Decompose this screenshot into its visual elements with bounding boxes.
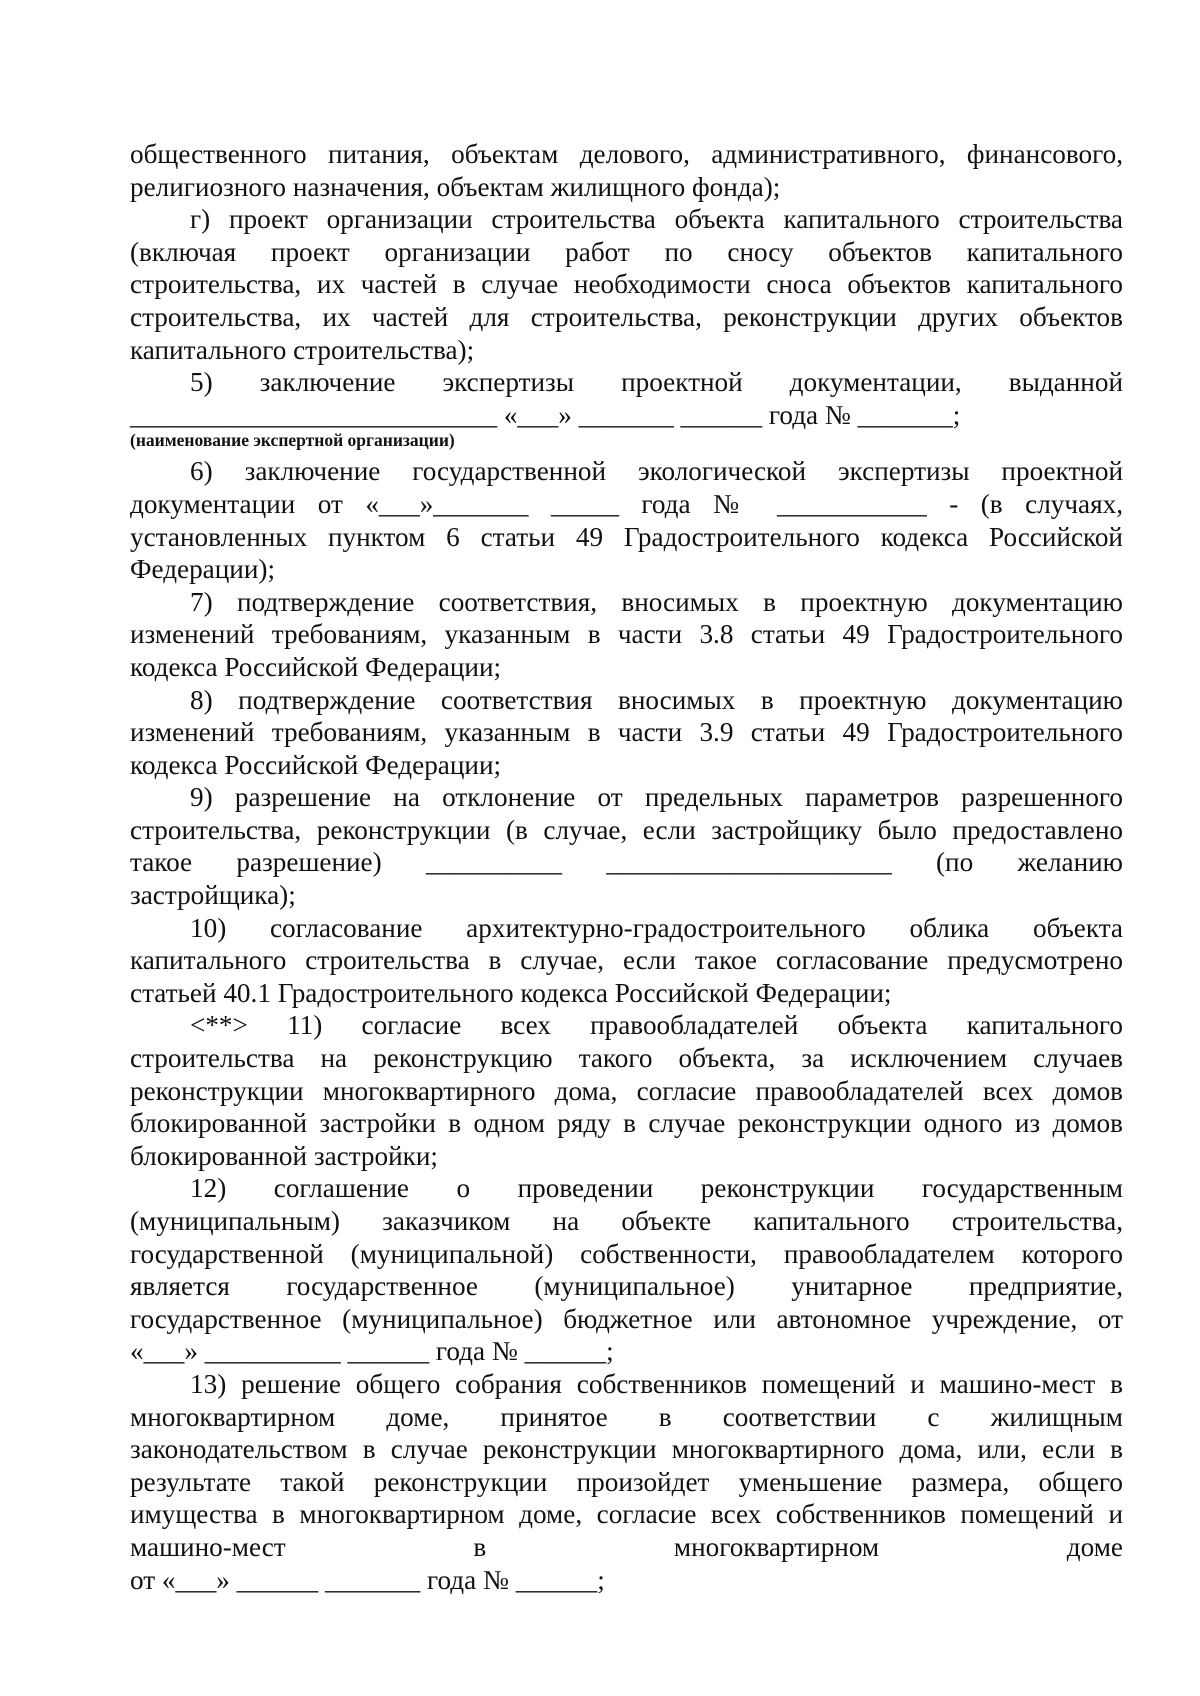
text-line: «___» __________ ______ года № ______; [130,1336,614,1367]
text-line: 8) подтверждение соответствия вносимых в проектную документацию [190,684,1123,715]
text-line: от «___» ______ _______ года № ______; [130,1564,605,1595]
text-line: кодекса Российской Федерации; [130,651,502,682]
text-line: строительства, их частей для строительства, реконструкции других объектов [130,301,1123,332]
text-line: кодекса Российской Федерации; [130,749,502,780]
text-line: капитального строительства); [130,334,475,365]
paragraph-item-13 [130,1368,1123,1596]
text-line: документации от «___»_______ _____ года № ___________ - (в случаях, [130,488,1123,519]
paragraph-item-9 [130,781,1123,911]
document-page [130,138,1123,1596]
text-line: 13) решение общего собрания собственников помещений и машино-мест в [190,1368,1123,1399]
text-line: строительства, их частей в случае необходимости сноса объектов капитального [130,269,1123,300]
text-line: капитального строительства в случае, если такое согласование предусмотрено [130,945,1123,976]
text-line: имущества в многоквартирном доме, согласие всех собственников помещений и [130,1499,1123,1530]
paragraph-item-11 [130,1009,1123,1172]
text-line: 6) заключение государственной экологической экспертизы проектной [190,456,1123,487]
text-line: законодательством в случае реконструкции многоквартирного дома, или, если в [130,1434,1123,1465]
text-line: государственное (муниципальное) бюджетное или автономное учреждение, от [130,1303,1123,1334]
paragraph-item-7 [130,586,1123,684]
text-line: 10) согласование архитектурно-градостроительного облика объекта [190,912,1123,943]
text-line: такое разрешение) __________ _____________________ (по желанию [130,847,1123,878]
text-line: (включая проект организации работ по сносу объектов капитального [130,236,1123,267]
text-line: блокированной застройки в одном ряду в случае реконструкции одного из домов [130,1108,1123,1139]
text-line: г) проект организации строительства объекта капитального строительства [190,204,1123,235]
text-line: 7) подтверждение соответствия, вносимых в проектную документацию [190,586,1123,617]
text-line: 9) разрешение на отклонение от предельных параметров разрешенного [190,782,1123,813]
text-line: изменений требованиям, указанным в части 3.8 статьи 49 Градостроительного [130,619,1123,650]
text-line: является государственное (муниципальное) унитарное предприятие, [130,1271,1123,1302]
text-line: реконструкции многоквартирного дома, согласие правообладателей всех домов [130,1075,1123,1106]
text-line: религиозного назначения, объектам жилищного фонда); [130,171,781,202]
paragraph-continuation [130,138,1123,203]
paragraph-item-8 [130,684,1123,782]
text-line: строительства на реконструкцию такого объекта, за исключением случаев [130,1043,1123,1074]
text-line: статьей 40.1 Градостроительного кодекса Российской Федерации; [130,977,892,1008]
text-line: блокированной застройки; [130,1140,438,1171]
text-line: 5) заключение экспертизы проектной документации, выданной [190,367,1123,398]
paragraph-item-10 [130,912,1123,1010]
text-line: многоквартирном доме, принятое в соответствии с жилищным [130,1401,1123,1432]
text-line: машино-мест в многоквартирном доме [130,1531,1123,1562]
text-line: строительства, реконструкции (в случае, если застройщику было предоставлено [130,814,1123,845]
caption-expert-organization: (наименование экспертной организации) [130,430,455,451]
text-line: общественного питания, объектам делового, административного, финансового, [130,139,1123,169]
text-line: застройщика); [130,880,296,911]
paragraph-item-g [130,203,1123,366]
text-line: установленных пунктом 6 статьи 49 Градостроительного кодекса Российской [130,521,1123,552]
text-line: <**> 11) согласие всех правообладателей объекта капитального [190,1010,1123,1041]
paragraph-item-6 [130,455,1123,585]
paragraph-item-12 [130,1172,1123,1368]
text-line: изменений требованиям, указанным в части 3.9 статьи 49 Градостроительного [130,717,1123,748]
paragraph-item-5 [130,366,1123,450]
text-line: 12) соглашение о проведении реконструкции государственным [190,1173,1123,1204]
text-line: ___________________________ «___» _______ ______ года № _______; [130,399,961,430]
text-line: государственной (муниципальной) собственности, правообладателем которого [130,1238,1123,1269]
text-line: Федерации); [130,554,276,585]
text-line: (муниципальным) заказчиком на объекте капитального строительства, [130,1206,1123,1236]
text-line: результате такой реконструкции произойдет уменьшение размера, общего [130,1466,1123,1497]
